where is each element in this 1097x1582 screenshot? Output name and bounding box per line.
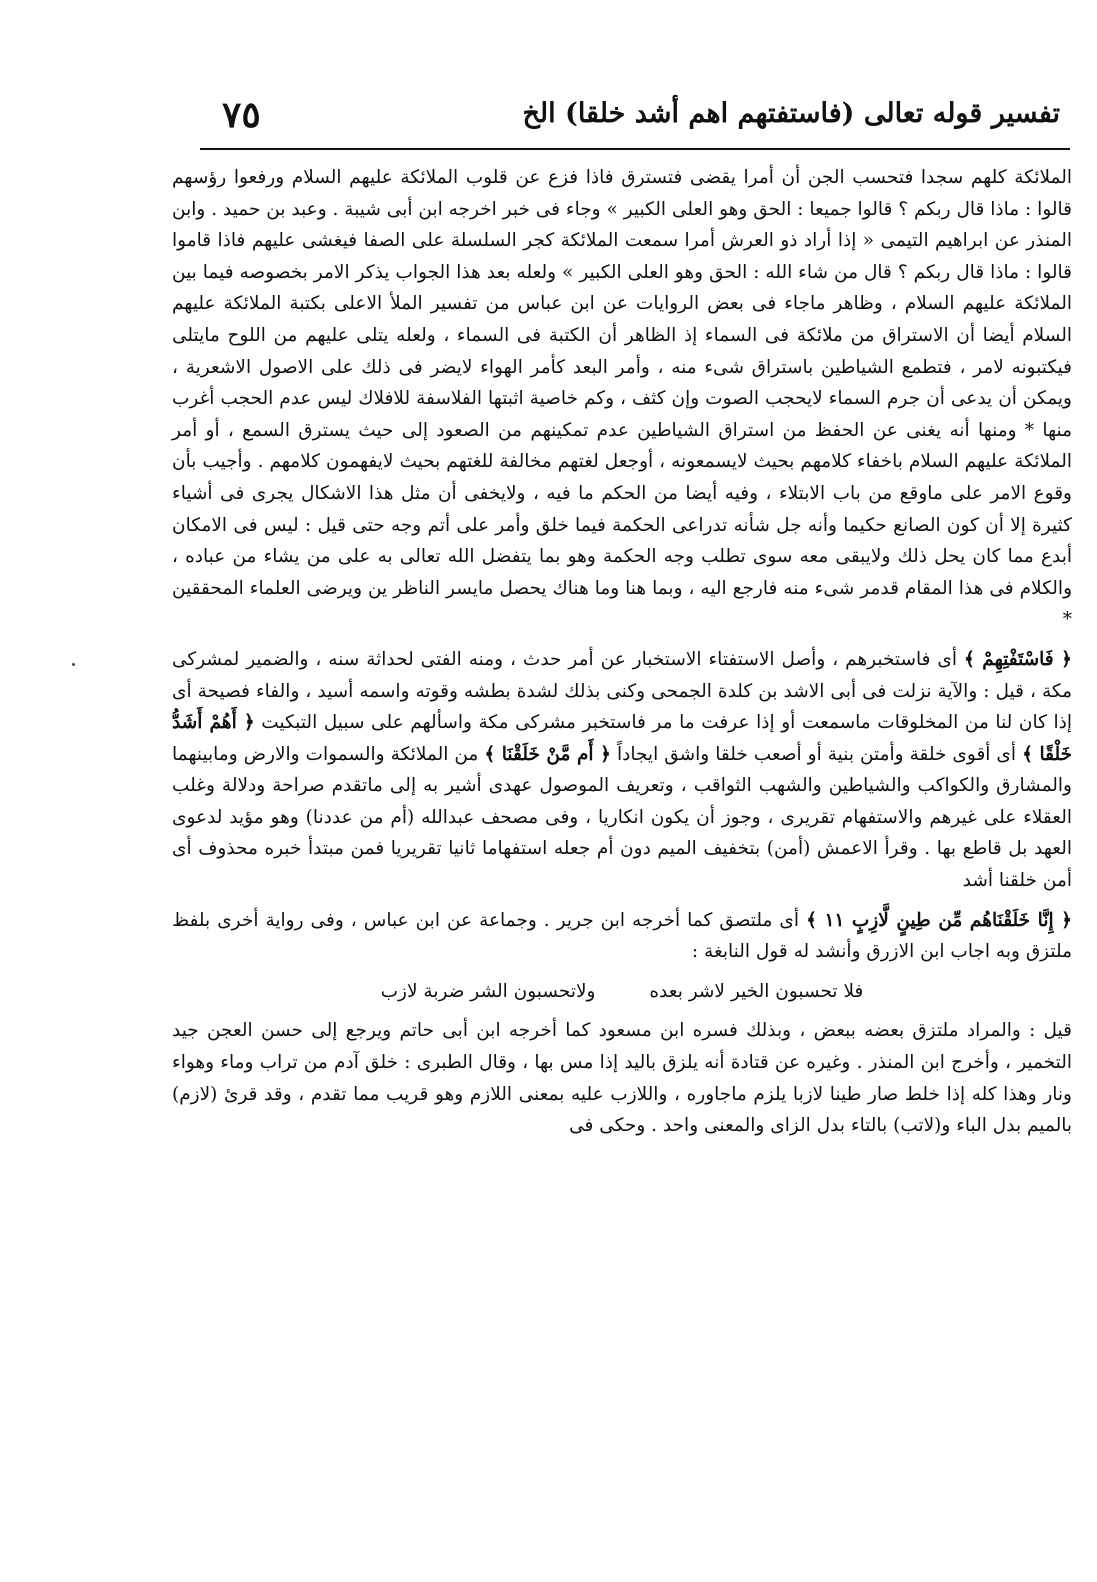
paragraph-text: قيل : والمراد ملتزق بعضه ببعض ، وبذلك فسره ابن مسعود كما أخرجه ابن أبى حاتم ويرجع إلى حسن العجن جيد التخمير ، وأخرج ابن المنذر . وغيره عن قتادة أنه يلزق باليد إذا مس بها ، وقال الطبرى : خلق آدم من تراب وماء وهواء ونار وهذا كله إذا خلط صار طينا لازبا يلزم ماجاوره ، واللازب عليه بمعنى اللازم وهو قريب مما تقدم ، وقد قرئ (لازم) بالميم بدل الباء و(لاتب) بالتاء بدل الزاى والمعنى واحد . وحكى فى [172,1020,1072,1137]
verse-marker: ﴿ أَهُمْ أَشَدُّ خَلْقًا ﴾ [172,712,1073,765]
page-number: ٧٥ [222,94,261,136]
paragraph-fastaftihim [172,644,1072,897]
paragraph-text: الملائكة كلهم سجدا فتحسب الجن أن أمرا يقضى فتسترق فاذا فزع عن قلوب الملائكة عليهم السلام ورفعوا رؤسهم قالوا : ماذا قال ربكم ؟ قالوا جميعا : الحق وهو العلى الكبير » وجاء فى خبر اخرجه ابن أبى شيبة . وعبد بن حميد . وابن المنذر عن ابراهيم التيمى « إذا أراد ذو العرش أمرا سمعت الملائكة كجر السلسلة على الصفا فيغشى عليهم فاذا قاموا قالوا : ماذا قال ربكم ؟ قال من شاء الله : الحق وهو العلى الكبير » ولعله بعد هذا الجواب يذكر الامر بخصوصه فيما بين الملائكة عليهم السلام ، وظاهر ماجاء فى بعض الروايات عن ابن عباس من تفسير الملأ الاعلى بكتبة الملائكة عليهم السلام أيضا أن الاستراق من ملائكة فى السماء إذ الظاهر أن الكتبة فى السماء ، ولعله يتلى عليهم من اللوح مايتلى فيكتبونه لامر ، فتطمع الشياطين باستراق شىء منه ، وأمر البعد كأمر الهواء لايضر فى ذلك على الاصول الاشعرية ، ويمكن أن يدعى أن جرم السماء لايحجب الصوت وإن كثف ، وكم خاصية اثبتها الفلاسفة للافلاك ليس عدم الحجب أغرب منها * ومنها أنه يغنى عن الحفظ من استراق الشياطين عدم تمكينهم من الصعود إلى حيث يسترق السمع ، أو أمر الملائكة عليهم السلام باخفاء كلامهم بحيث لايسمعونه ، أوجعل لغتهم مخالفة للغتهم بحيث لايفهمون كلامهم . وأجيب بأن وقوع الامر على ماوقع من باب الابتلاء ، وفيه أيضا من الحكم ما فيه ، ولايخفى أن مثل هذا الاشكال يجرى فى أشياء كثيرة إلا أن كون الصانع حكيما وأنه جل شأنه تدراعى الحكمة فيما خلق وأمر على أتم وجه حتى قيل : ليس فى الامكان أبدع مما كان يحل ذلك ولايبقى معه سوى تطلب وجه الحكمة وهو بما يتفضل الله تعالى به على من يشاء من عباده ، والكلام فى هذا المقام قدمر شىء منه فارجع اليه ، وبما هنا وما هناك يحصل مايسر الناظر ين ويرضى العلماء المحققين * [172,167,1073,631]
commentary-body [172,162,1072,1142]
poetry-verse [172,976,1072,1008]
paragraph-closing [172,1015,1072,1141]
verse-marker: ﴿ فَاسْتَفْتِهِمْ ﴾ [963,648,1072,670]
verse-marker: ﴿ أَم مَّنْ خَلَقْنَا ﴾ [484,743,611,765]
header-rule [200,148,1070,150]
paragraph-text: أى فاستخبرهم ، وأصل الاستفتاء الاستخبار عن أمر حدث ، ومنه الفتى لحداثة سنه ، والضمير لمشركى مكة ، قيل : والآية نزلت فى أبى الاشد بن كلدة الجمحى وكنى بذلك لشدة بطشه وقوته واسمه أسيد ، والفاء فصيحة أى إذا كان لنا من المخلوقات ماسمعت أو إذا عرفت ما مر فاستخبر مشركى مكة واسألهم على سبيل التبكيت [172,648,1073,734]
paragraph-tin-lazib [172,905,1072,968]
running-title: تفسير قوله تعالى (فاستفتهم اهم أشد خلقا) الخ [522,98,1060,129]
margin-speck [72,663,75,666]
paragraph-angels-eavesdropping [172,162,1072,636]
page-header [200,92,1070,150]
verse-marker: ﴿ إِنَّا خَلَقْنَاهُم مِّن طِينٍ لَّازِبٍ ١١ ﴾ [806,909,1073,931]
paragraph-text: أى ملتصق كما أخرجه ابن جرير . وجماعة عن ابن عباس ، وفى رواية أخرى بلفظ ملتزق وبه اجاب ابن الازرق وأنشد له قول النابغة : [172,909,1072,963]
paragraph-text: أى أقوى خلقة وأمتن بنية أو أصعب خلقا واشق ايجاداً [616,743,1017,765]
verse-second-hemistich: ولاتحسبون الشر ضربة لازب [380,980,596,1002]
verse-first-hemistich: فلا تحسبون الخير لاشر بعده [649,980,864,1002]
paragraph-text: من الملائكة والسموات والارض ومابينهما والمشارق والكواكب والشياطين والشهب الثواقب ، وتعريف الموصول عهدى أشير به إلى ماتقدم صراحة ودلالة وغلب العقلاء على غيرهم والاستفهام تقريرى ، وجوز أن يكون انكاريا ، وفى مصحف عبدالله (أم من عددنا) وهو مؤيد لدعوى العهد بل قاطع بها . وقرأ الاعمش (أمن) بتخفيف الميم دون أم جعله استفهاما ثانيا تقريريا فمن مبتدأ خبره محذوف أى أمن خلقنا أشد [172,743,1072,892]
